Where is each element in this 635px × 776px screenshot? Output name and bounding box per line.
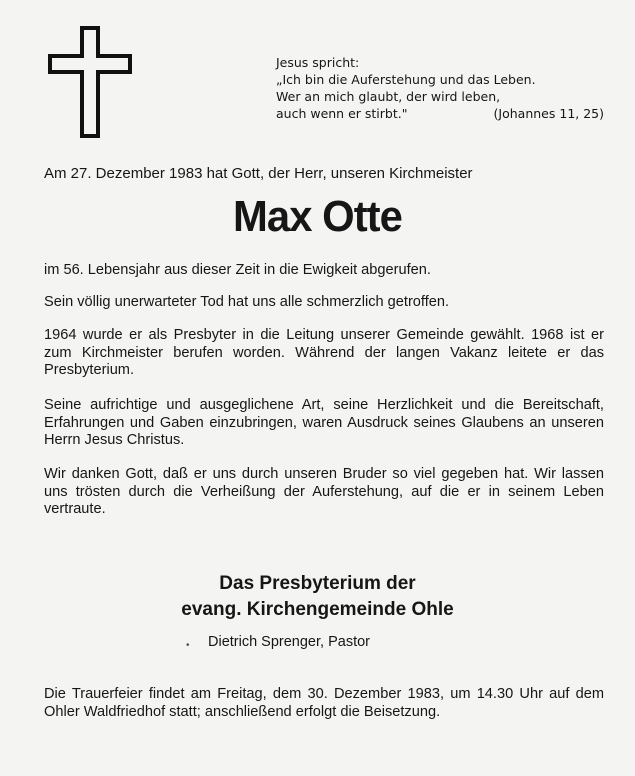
signature-line-1: Das Presbyterium der xyxy=(219,573,416,594)
paragraph-5: Wir danken Gott, daß er uns durch unseren Bruder so viel gegeben hat. Wir lassen uns trösten durch die Verheißung der Auferstehung, auf die er in seinem Leben vertraute. xyxy=(44,466,604,518)
quote-line-3: auch wenn er stirbt." xyxy=(276,106,408,121)
quote-line-2: Wer an mich glaubt, der wird leben, xyxy=(276,89,501,104)
paragraph-1: im 56. Lebensjahr aus dieser Zeit in die Ewigkeit abgerufen. xyxy=(44,262,431,278)
bible-quote xyxy=(276,54,616,122)
pastor-name: Dietrich Sprenger, Pastor xyxy=(208,634,370,650)
intro-line: Am 27. Dezember 1983 hat Gott, der Herr, unseren Kirchmeister xyxy=(44,165,473,182)
quote-line-1: „Ich bin die Auferstehung und das Leben. xyxy=(276,72,536,87)
signature-line-2: evang. Kirchengemeinde Ohle xyxy=(181,599,454,620)
cross-icon xyxy=(48,26,132,138)
deceased-name: Max Otte xyxy=(233,192,402,241)
paragraph-4: Seine aufrichtige und ausgeglichene Art, seine Herzlichkeit und die Bereitschaft, Erfahrungen und Gaben einzubringen, waren Ausdruck seines Glaubens an unseren Herrn Jesus Christus. xyxy=(44,397,604,449)
paragraph-3: 1964 wurde er als Presbyter in die Leitung unserer Gemeinde gewählt. 1968 ist er zum Kirchmeister berufen worden. Während der langen Vakanz leitete er das Presbyterium. xyxy=(44,327,604,379)
quote-speaker: Jesus spricht: xyxy=(276,55,360,70)
paragraph-2: Sein völlig unerwarteter Tod hat uns alle schmerzlich getroffen. xyxy=(44,294,450,310)
quote-reference: (Johannes 11, 25) xyxy=(493,106,604,121)
bullet-dot: • xyxy=(186,640,190,651)
funeral-info: Die Trauerfeier findet am Freitag, dem 30. Dezember 1983, um 14.30 Uhr auf dem Ohler Waldfriedhof statt; anschließend erfolgt die Beisetzung. xyxy=(44,686,604,720)
